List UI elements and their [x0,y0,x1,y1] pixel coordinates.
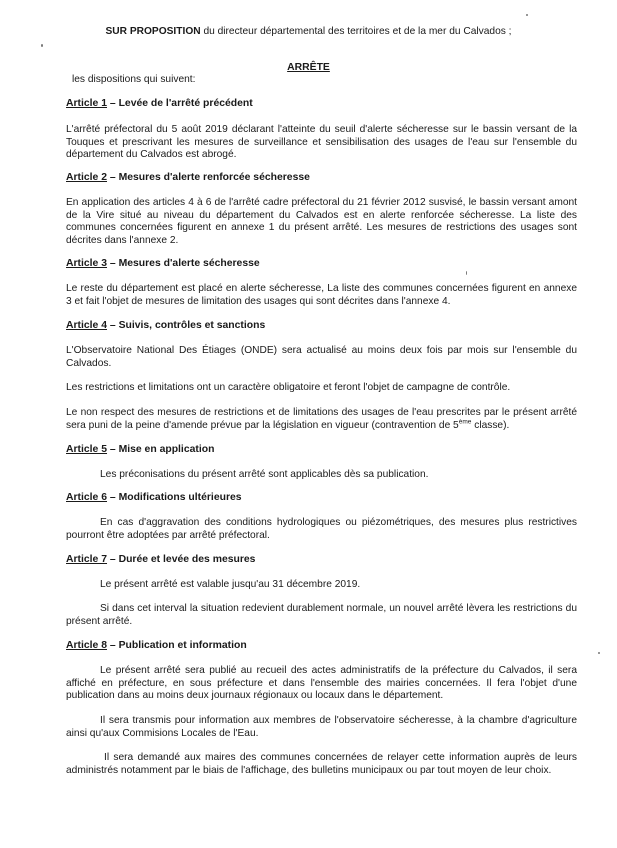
article-8-body-3 [66,752,577,777]
article-7-body-1 [66,579,577,592]
article-4-heading [66,320,577,333]
article-paragraph: Les préconisations du présent arrêté sont applicables dès sa publication. [100,469,429,480]
article-number: Article 1 [66,98,108,109]
article-paragraph: En application des articles 4 à 6 de l'arrêté cadre préfectoral du 21 février 2012 susvisé, le bassin versant amont de la Vire situé au niveau du département du Calvados est en alerte renforcée sécheresse. La liste des communes concernées figurent en annexe 1 du présent arrêté. Les mesures de restrictions des usages sont décrites dans l'annexe 2. [66,197,577,246]
article-title: – Modifications ultérieures [107,492,242,503]
article-number: Article 5 [66,444,108,455]
article-paragraph: Les restrictions et limitations ont un caractère obligatoire et feront l'objet de campagne de contrôle. [66,382,511,393]
scan-speck [466,271,467,275]
article-number: Article 6 [66,492,108,503]
article-title: – Publication et information [107,640,247,651]
article-title: – Durée et levée des mesures [107,554,256,565]
article-title: – Mise en application [107,444,215,455]
article-number: Article 4 [66,320,108,331]
article-paragraph: L'Observatoire National Des Étiages (ONDE) sera actualisé au moins deux fois par mois sur l'ensemble du Calvados. [66,345,577,369]
proposition-lead: SUR PROPOSITION [105,26,201,37]
article-5-heading [66,444,577,457]
article-paragraph [66,407,577,432]
article-5-body [66,469,577,482]
article-2-body [66,197,577,247]
article-paragraph: L'arrêté préfectoral du 5 août 2019 déclarant l'atteinte du seuil d'alerte sécheresse sur le bassin versant de la Touques et prescrivant les mesures de surveillance et sensibilisation des usages de l'eau sur l'ensemble du département du Calvados est abrogé. [66,124,577,161]
article-paragraph: Le reste du département est placé en alerte sécheresse, La liste des communes concernées figurent en annexe 3 et fait l'objet de mesures de limitation des usages qui sont décrites dans l'annexe 4. [66,283,577,307]
article-paragraph: Si dans cet interval la situation redevient durablement normale, un nouvel arrêté lèvera les restrictions du présent arrêté. [66,603,577,627]
article-paragraph: Le présent arrêté est valable jusqu'au 31 décembre 2019. [100,579,361,590]
article-6-heading [66,492,577,505]
article-7-heading [66,554,577,567]
sanction-text: Le non respect des mesures de restrictions et de limitations des usages de l'eau prescrites par le présent arrêté sera puni de la peine d'amende prévue par la législation en vigueur (contravention de 5 [66,407,577,431]
article-number: Article 8 [66,640,108,651]
article-title: – Suivis, contrôles et sanctions [107,320,266,331]
article-number: Article 7 [66,554,108,565]
article-number: Article 2 [66,172,108,183]
article-paragraph: Il sera demandé aux maires des communes concernées de relayer cette information auprès de leurs administrés notamment par le biais de l'affichage, des bulletins municipaux ou par tout moyen de leur choix. [66,752,577,776]
article-3-body [66,283,577,308]
scan-speck [41,44,43,47]
article-8-heading [66,640,577,653]
article-3-heading [66,258,577,271]
article-4-body-1 [66,345,577,370]
article-title: – Levée de l'arrêté précédent [107,98,253,109]
article-number: Article 3 [66,258,108,269]
proposition-text: du directeur départemental des territoires et de la mer du Calvados ; [200,26,512,37]
article-8-body-1 [66,665,577,703]
article-title: – Mesures d'alerte renforcée sécheresse [107,172,310,183]
scan-speck [526,14,528,16]
article-7-body-2 [66,603,577,628]
ordinal-superscript: ème [458,418,472,426]
article-4-body-2 [66,382,577,395]
intro-line: les dispositions qui suivent: [72,74,196,85]
article-title: – Mesures d'alerte sécheresse [107,258,260,269]
article-6-body [66,517,577,542]
scan-speck [598,652,600,654]
sanction-text-end: classe). [471,419,510,431]
article-8-body-2 [66,715,577,740]
proposition-line [0,26,617,39]
article-1-heading [66,98,577,111]
article-4-body-3 [66,407,577,432]
article-1-body [66,124,577,162]
article-paragraph: En cas d'aggravation des conditions hydrologiques ou piézométriques, des mesures plus restrictives pourront être adoptées par arrêté préfectoral. [66,517,577,541]
article-paragraph: Le présent arrêté sera publié au recueil des actes administratifs de la préfecture du Calvados, il sera affiché en préfecture, en sous préfecture et dans l'ensemble des mairies concernées. Il fera l'objet d'une publication dans au moins deux journaux régionaux ou locaux dans le département. [66,665,577,702]
article-2-heading [66,172,577,185]
arrete-title: ARRÊTE [287,62,330,73]
article-paragraph: Il sera transmis pour information aux membres de l'observatoire sécheresse, à la chambre d'agriculture ainsi qu'aux Commisions Locales de l'Eau. [66,715,577,739]
